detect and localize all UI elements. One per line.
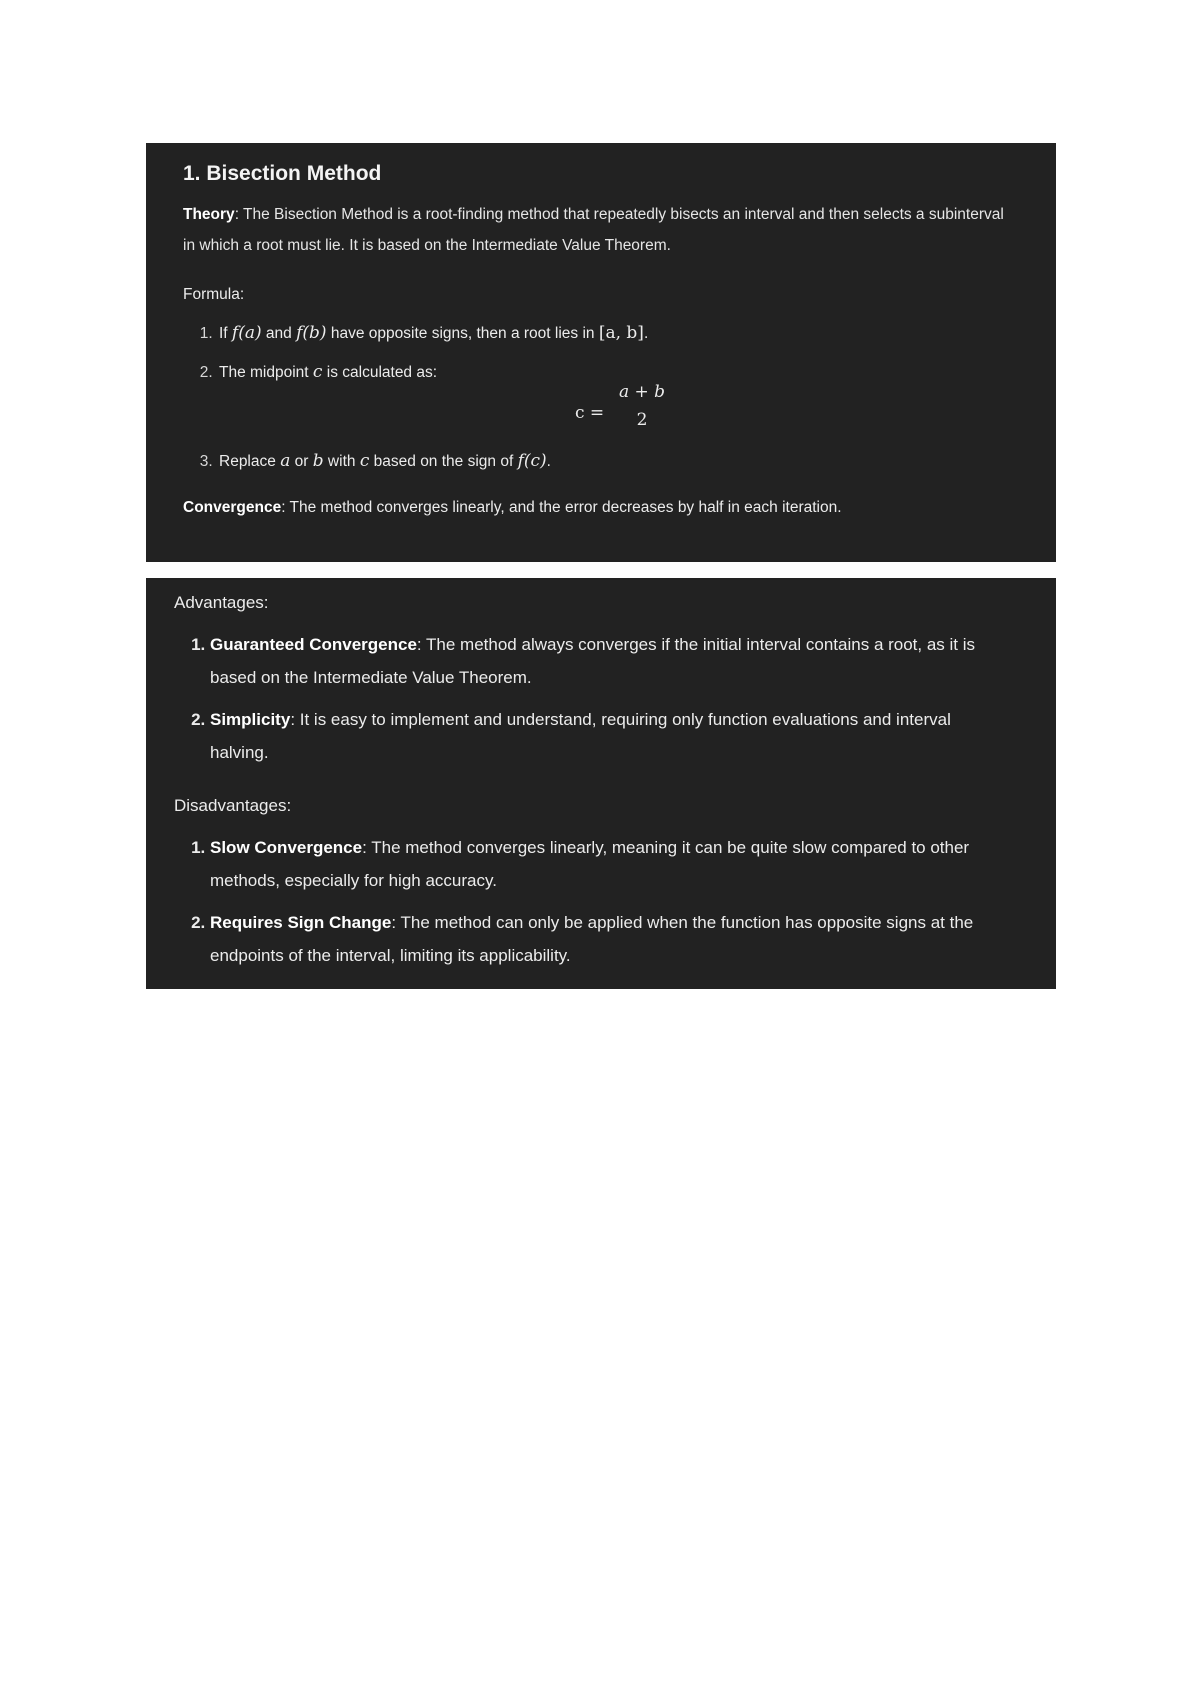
- pros-cons-card: [146, 578, 1056, 989]
- step-text: is calculated as:: [322, 364, 438, 381]
- disadvantages-label: Disadvantages:: [174, 796, 292, 815]
- item-title: Requires Sign Change: [210, 913, 392, 932]
- item-title: Simplicity: [210, 710, 291, 729]
- convergence-paragraph: [183, 493, 1020, 523]
- theory-paragraph: [183, 199, 1020, 261]
- bisection-method-card: [146, 143, 1056, 562]
- step-text: If: [219, 325, 232, 342]
- theory-text: : The Bisection Method is a root-finding method that repeatedly bisects an interval and then selects a subinterval in which a root must lie. It is based on the Intermediate Value Theorem.: [183, 206, 1004, 254]
- advantage-item: [210, 628, 1010, 694]
- midpoint-equation: [219, 382, 1020, 438]
- math-expression: c: [312, 362, 323, 382]
- math-expression: c: [359, 451, 370, 471]
- fraction-numerator: a + b: [618, 382, 666, 402]
- step-text: .: [546, 453, 551, 470]
- math-expression: f(c): [517, 451, 547, 471]
- math-expression: a: [280, 451, 291, 471]
- item-text: : The method converges linearly, meaning it can be quite slow compared to other methods, especially for high accuracy.: [210, 838, 970, 890]
- math-expression: f(b): [296, 323, 327, 343]
- formula-label: Formula:: [183, 286, 245, 303]
- step-text: or: [290, 453, 313, 470]
- theory-label: Theory: [183, 206, 235, 223]
- equation-lhs: c =: [575, 403, 605, 423]
- step-text: The midpoint: [219, 364, 313, 381]
- step-text: based on the sign of: [369, 453, 518, 470]
- item-text: : The method always converges if the initial interval contains a root, as it is based on the Intermediate Value Theorem.: [210, 635, 976, 687]
- step-text: have opposite signs, then a root lies in: [326, 325, 599, 342]
- equation-fraction: [614, 378, 670, 434]
- formula-step-3: [217, 446, 1020, 477]
- section-heading: 1. Bisection Method: [183, 162, 382, 185]
- disadvantage-item: [210, 906, 1010, 972]
- math-expression: f(a): [231, 323, 262, 343]
- convergence-text: : The method converges linearly, and the error decreases by half in each iteration.: [281, 499, 842, 516]
- step-text: Replace: [219, 453, 281, 470]
- fraction-denominator: 2: [636, 410, 648, 430]
- item-text: : The method can only be applied when the function has opposite signs at the endpoints of the interval, limiting its applicability.: [210, 913, 974, 965]
- item-title: Guaranteed Convergence: [210, 635, 417, 654]
- disadvantages-list: [174, 831, 1010, 972]
- formula-steps-list: [183, 318, 1020, 477]
- convergence-label: Convergence: [183, 499, 282, 516]
- math-expression: [a, b]: [598, 323, 644, 343]
- item-title: Slow Convergence: [210, 838, 363, 857]
- item-text: : It is easy to implement and understand, requiring only function evaluations and interval halving.: [210, 710, 951, 762]
- step-text: and: [261, 325, 297, 342]
- math-expression: b: [312, 451, 324, 471]
- advantage-item: [210, 703, 1010, 769]
- step-text: .: [643, 325, 649, 342]
- disadvantage-item: [210, 831, 1010, 897]
- formula-step-1: [217, 318, 1020, 349]
- advantages-label: Advantages:: [174, 593, 269, 612]
- formula-step-2: [217, 357, 1020, 438]
- advantages-list: [174, 628, 1010, 769]
- step-text: with: [323, 453, 360, 470]
